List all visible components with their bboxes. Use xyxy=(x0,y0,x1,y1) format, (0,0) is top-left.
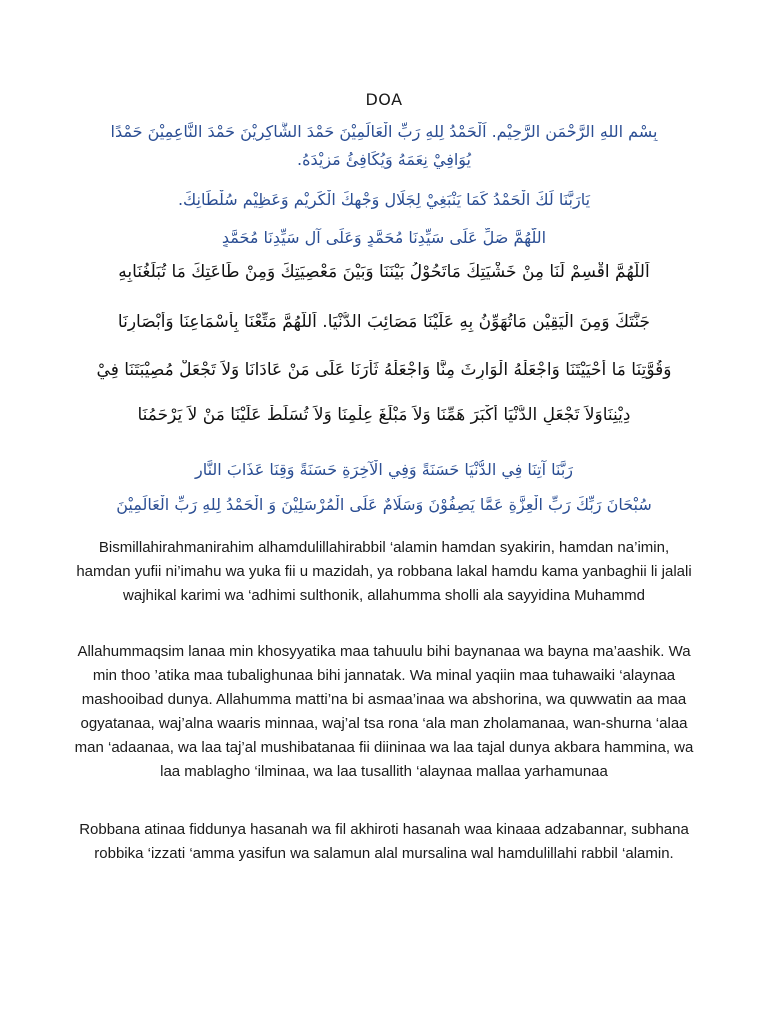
arabic-line-yuwafi: يُوَافِيْ نِعَمَهُ وَيُكَافِئُ مَزِيْدَهُ. xyxy=(297,150,471,169)
document-title: DOA xyxy=(365,90,403,109)
arabic-doa-line-1: اَللَّهُمَّ اقْسِمْ لَنَا مِنْ خَشْيَتِكَ مَاتَحُوْلُ بَيْنَنَا وَبَيْنَ مَعْصِيَتِكَ وَمِنْ طَاعَتِكَ مَا تُبَلِّغُنَابِهِ xyxy=(118,262,650,282)
arabic-line-bismillah: بِسْمِ اللهِ الرَّحْمَنِ الرَّحِيْمِ. اَلْحَمْدُ لِلهِ رَبِّ الْعَالَمِيْنَ حَمْدَ الشَّاكِرِيْنَ حَمْدَ النَّاعِمِيْنَ حَمْدًا xyxy=(110,122,658,141)
arabic-doa-line-3: وَقُوَّتِنَا مَا أَحْيَيْتَنَا وَاجْعَلْهُ الْوَارِثَ مِنَّا وَاجْعَلْهُ ثَأْرَنَا عَلَى مَنْ عَادَانَا وَلاَ تَجْعَلْ مُصِيْبَتَنَا فِيْ xyxy=(96,360,672,380)
arabic-doa-line-2: جَنَّتَكَ وَمِنَ الْيَقِيْنِ مَاتُهَوِّنُ بِهِ عَلَيْنَا مَصَائِبَ الدُّنْيَا. اَللَّهُمَّ مَتِّعْنَا بِأَسْمَاعِنَا وَأَبْصَارِنَا xyxy=(117,312,651,332)
arabic-line-ya-rabbana: يَارَبَّنَا لَكَ الْحَمْدُ كَمَا يَنْبَغِيْ لِجَلَالِ وَجْهِكَ الْكَرِيْمِ وَعَظِيْمِ سُلْطَانِكَ. xyxy=(177,190,591,209)
arabic-doa-line-4: دِيْنِنَاوَلاَ تَجْعَلِ الدُّنْيَا أَكْبَرَ هَمِّنَا وَلاَ مَبْلَغَ عِلْمِنَا وَلاَ تُسَلِّطْ عَلَيْنَا مَنْ لاَ يَرْحَمُنَا xyxy=(137,405,631,425)
arabic-line-subhana: سُبْحَانَ رَبِّكَ رَبِّ الْعِزَّةِ عَمَّا يَصِفُوْنَ وَسَلَامٌ عَلَى الْمُرْسَلِيْنَ وَ الْحَمْدُ لِلهِ رَبِّ الْعَالَمِيْنَ xyxy=(116,495,652,514)
latin-paragraph-doa: Allahummaqsim lanaa min khosyyatika maa tahuulu bihi baynanaa wa bayna ma’aashik. Wa min thoo ’atika maa tubalighunaa bihi jannatak. Wa minal yaqiin maa tuhawaiki ‘alaynaa mashooibad dunya. Allahumma matti’na bi asmaa’inaa wa abshorina, wa quwwatin aa maa ogyatanaa, waj’alna waaris minnaa, waj’al tsa rona ‘ala man zholamanaa, wan-shurna ‘alaa man ‘adaanaa, wa laa taj’al mushibatanaa fii diininaa wa laa tajal dunya akbara hammina, wa laa mablagho ‘ilminaa, wa laa tusallith ‘alaynaa mallaa yarhamunaa xyxy=(74,643,694,780)
latin-paragraph-opening: Bismillahirahmanirahim alhamdulillahirabbil ‘alamin hamdan syakirin, hamdan na’imin, hamdan yufii ni’imahu wa yuka fii u mazidah, ya robbana lakal hamdu kama yanbaghii li jalali wajhikal karimi wa ‘adhimi sulthonik, allahumma sholli ala sayyidina Muhammd xyxy=(76,539,692,604)
arabic-line-shalawat: اللَّهُمَّ صَلِّ عَلَى سَيِّدِنَا مُحَمَّدٍ وَعَلَى آلِ سَيِّدِنَا مُحَمَّدٍ xyxy=(221,228,547,247)
latin-paragraph-closing: Robbana atinaa fiddunya hasanah wa fil akhiroti hasanah waa kinaaa adzabannar, subhana robbika ‘izzati ‘amma yasifun wa salamun alal mursalina wal hamdulillahi rabbil ‘alamin. xyxy=(79,821,689,862)
arabic-line-rabbana-atina: رَبَّنَا آتِنَا فِي الدُّنْيَا حَسَنَةً وَفِي الْآخِرَةِ حَسَنَةً وَقِنَا عَذَابَ النَّارِ xyxy=(194,460,573,479)
